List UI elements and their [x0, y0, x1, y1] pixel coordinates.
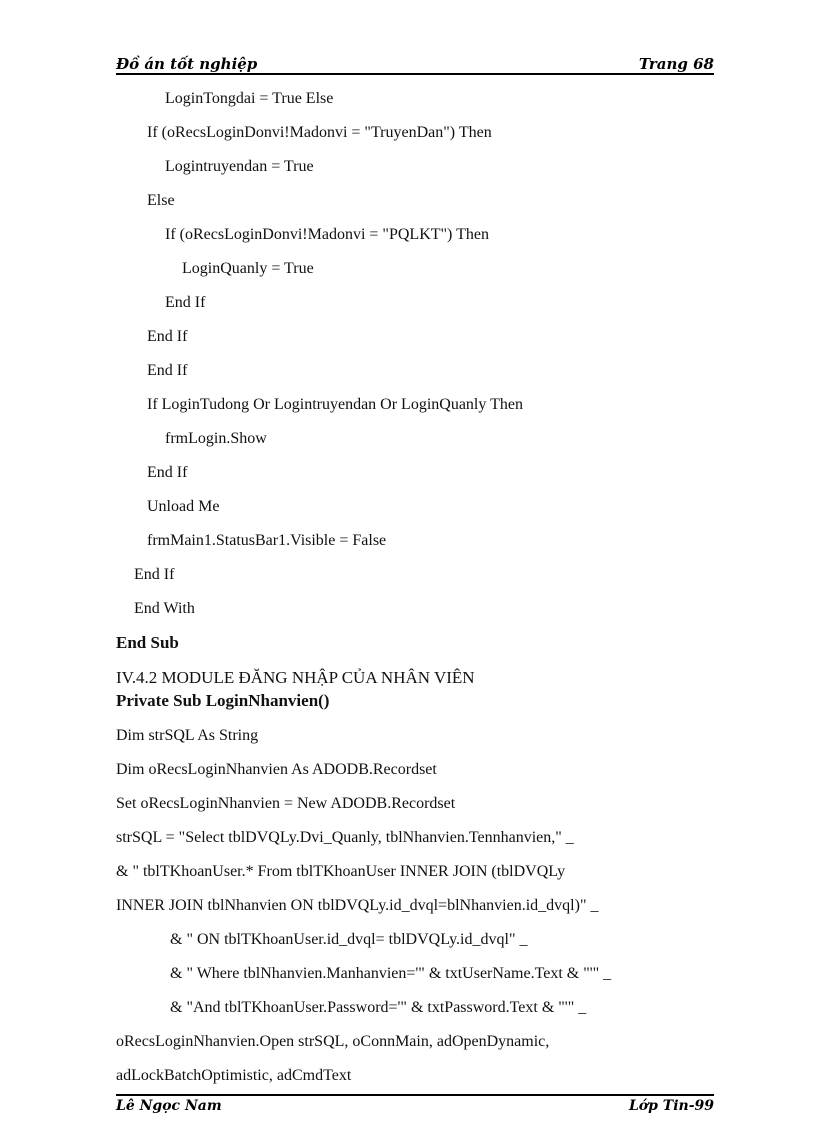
code-line: LoginTongdai = True Else [165, 90, 334, 107]
header-rule [116, 73, 714, 75]
code-line: & "And tblTKhoanUser.Password='" & txtPassword.Text & "'" _ [170, 999, 587, 1016]
code-line: End If [147, 362, 188, 379]
code-line: End With [134, 600, 195, 617]
footer-author: Lê Ngọc Nam [116, 1098, 222, 1114]
header-page-number: Trang 68 [638, 55, 714, 73]
code-line: Set oRecsLoginNhanvien = New ADODB.Recordset [116, 795, 456, 812]
section-heading: IV.4.2 MODULE ĐĂNG NHẬP CỦA NHÂN VIÊN [116, 668, 475, 687]
code-line: Dim oRecsLoginNhanvien As ADODB.Recordset [116, 761, 437, 778]
code-line: If (oRecsLoginDonvi!Madonvi = "PQLKT") Then [165, 226, 489, 243]
footer-rule [116, 1094, 714, 1096]
code-line: & " Where tblNhanvien.Manhanvien='" & txtUserName.Text & "'" _ [170, 965, 612, 982]
code-line: End If [147, 328, 188, 345]
code-line: LoginQuanly = True [182, 260, 314, 277]
sub-declaration: Private Sub LoginNhanvien() [116, 691, 330, 710]
code-line: Dim strSQL As String [116, 727, 259, 744]
code-line: frmMain1.StatusBar1.Visible = False [147, 532, 387, 549]
footer-class: Lớp Tin-99 [628, 1098, 714, 1114]
code-line: If LoginTudong Or Logintruyendan Or LoginQuanly Then [147, 396, 523, 413]
code-line: adLockBatchOptimistic, adCmdText [116, 1067, 352, 1084]
code-line: Logintruyendan = True [165, 158, 314, 175]
code-line: Unload Me [147, 498, 220, 515]
code-line: If (oRecsLoginDonvi!Madonvi = "TruyenDan") Then [147, 124, 492, 141]
code-line: End If [134, 566, 175, 583]
code-line: Else [147, 192, 175, 209]
code-line: End If [165, 294, 206, 311]
code-line: oRecsLoginNhanvien.Open strSQL, oConnMain, adOpenDynamic, [116, 1033, 550, 1050]
code-line: INNER JOIN tblNhanvien ON tblDVQLy.id_dvql=blNhanvien.id_dvql)" _ [116, 897, 599, 914]
code-line: frmLogin.Show [165, 430, 267, 447]
code-line-end-sub: End Sub [116, 633, 179, 652]
code-line: End If [147, 464, 188, 481]
code-line: & " ON tblTKhoanUser.id_dvql= tblDVQLy.id_dvql" _ [170, 931, 528, 948]
header-title: Đồ án tốt nghiệp [116, 55, 258, 73]
code-line: & " tblTKhoanUser.* From tblTKhoanUser INNER JOIN (tblDVQLy [116, 863, 566, 880]
code-line: strSQL = "Select tblDVQLy.Dvi_Quanly, tblNhanvien.Tennhanvien," _ [116, 829, 574, 846]
